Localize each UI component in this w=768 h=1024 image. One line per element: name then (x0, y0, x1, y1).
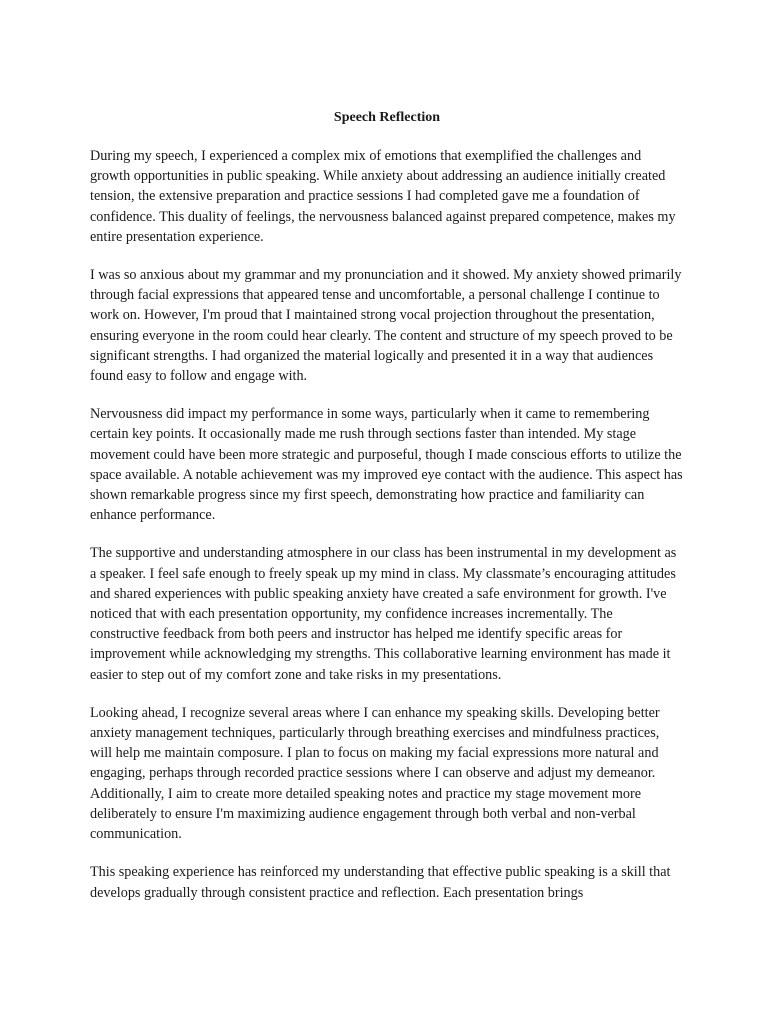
paragraph-4: The supportive and understanding atmosphere in our class has been instrumental in my development as a speaker. I feel safe enough to freely speak up my mind in class. My classmate’s encouraging attitudes and shared experiences with public speaking anxiety have created a safe environment for growth. I've noticed that with each presentation opportunity, my confidence increases incrementally. The constructive feedback from both peers and instructor has helped me identify specific areas for improvement while acknowledging my strengths. This collaborative learning environment has made it easier to step out of my comfort zone and take risks in my presentations. (90, 545, 677, 683)
document-title: Speech Reflection (333, 110, 441, 125)
paragraph-3: Nervousness did impact my performance in some ways, particularly when it came to remembering certain key points. It occasionally made me rush through sections faster than intended. My stage movement could have been more strategic and purposeful, though I made conscious efforts to utilize the space available. A notable achievement was my improved eye contact with the audience. This aspect has shown remarkable progress since my first speech, demonstrating how practice and familiarity can enhance performance. (90, 406, 683, 524)
paragraph-1: During my speech, I experienced a complex mix of emotions that exemplified the challenges and growth opportunities in public speaking. While anxiety about addressing an audience initially created tension, the extensive preparation and practice sessions I had completed gave me a foundation of confidence. This duality of feelings, the nervousness balanced against prepared competence, makes my entire presentation experience. (90, 148, 676, 245)
paragraph-6: This speaking experience has reinforced my understanding that effective public speaking is a skill that develops gradually through consistent practice and reflection. Each presentation brings (90, 864, 671, 901)
paragraph-2: I was so anxious about my grammar and my pronunciation and it showed. My anxiety showed primarily through facial expressions that appeared tense and uncomfortable, a personal challenge I continue to work on. However, I'm proud that I maintained strong vocal projection throughout the presentation, ensuring everyone in the room could hear clearly. The content and structure of my speech proved to be significant strengths. I had organized the material logically and presented it in a way that audiences found easy to follow and engage with. (90, 267, 682, 385)
paragraph-5: Looking ahead, I recognize several areas where I can enhance my speaking skills. Developing better anxiety management techniques, particularly through breathing exercises and mindfulness practices, will help me maintain composure. I plan to focus on making my facial expressions more natural and engaging, perhaps through recorded practice sessions where I can observe and adjust my demeanor. Additionally, I aim to create more detailed speaking notes and practice my stage movement more deliberately to ensure I'm maximizing audience engagement through both verbal and non-verbal communication. (90, 704, 660, 843)
document-page (90, 108, 684, 921)
